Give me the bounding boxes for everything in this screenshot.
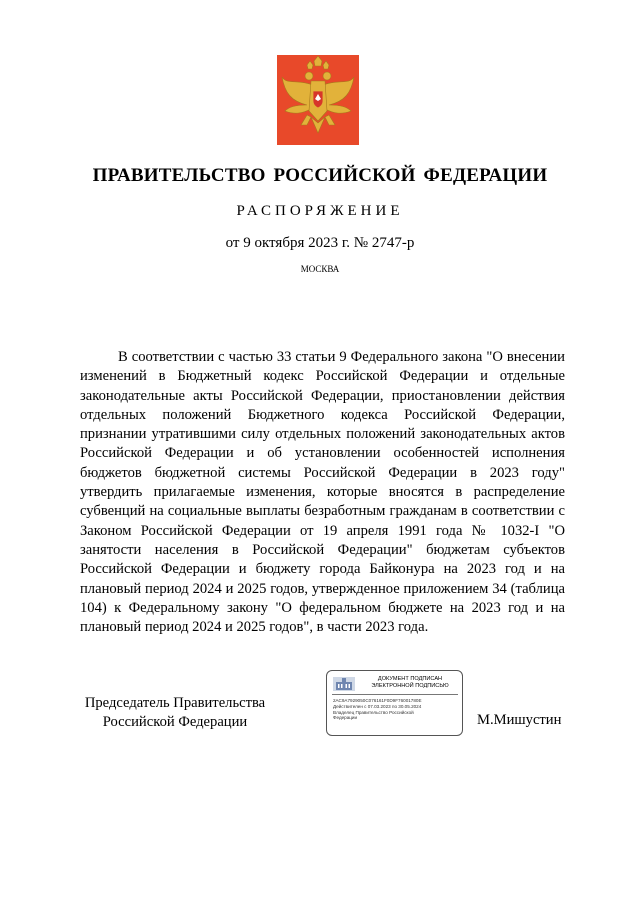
organization-title: ПРАВИТЕЛЬСТВО РОССИЙСКОЙ ФЕДЕРАЦИИ bbox=[92, 165, 548, 186]
stamp-divider bbox=[332, 694, 458, 695]
electronic-signature-stamp bbox=[326, 670, 463, 736]
document-type: РАСПОРЯЖЕНИЕ bbox=[236, 203, 404, 219]
government-building-icon bbox=[333, 677, 355, 691]
stamp-validity: Действителен с 07.03.2023 по 30.05.2024 bbox=[333, 703, 422, 709]
stamp-owner-line2: Федерации bbox=[333, 715, 358, 721]
stamp-certificate: 2АС9А7929050С076161F0D9F76001780Е bbox=[333, 698, 422, 703]
signatory-name: М.Мишустин bbox=[477, 712, 562, 728]
signatory-position bbox=[80, 694, 270, 732]
stamp-details bbox=[333, 698, 461, 721]
document-city: МОСКВА bbox=[300, 264, 340, 274]
signatory-position-line2: Российской Федерации bbox=[102, 714, 248, 730]
stamp-title: ДОКУМЕНТ ПОДПИСАН ЭЛЕКТРОННОЙ ПОДПИСЬЮ bbox=[371, 676, 449, 689]
signatory-position-line1: Председатель Правительства bbox=[84, 695, 266, 711]
russian-coat-of-arms-icon bbox=[277, 55, 359, 145]
stamp-owner-line1: Владелец Правительство Российской bbox=[333, 709, 414, 715]
order-body-paragraph: В соответствии с частью 33 статьи 9 Федерального закона "О внесении изменений в Бюджетный кодекс Российской Федерации и отдельные законодательные акты Российской Федерации, приостановлении действия отдельных положений Бюджетного кодекса Российской Федерации, признании утратившими силу отдельных положений законодательных актов Российской Федерации и об установлении особенностей исполнения бюджетов бюджетной системы Российской Федерации в 2023 году" утвердить прилагаемые изменения, которые вносятся в распределение субвенций на социальные выплаты безработным гражданам в соответствии с Законом Российской Федерации от 19 апреля 1991 года № 1032-I "О занятости населения в Российской Федерации" бюджетам субъектов Российской Федерации и бюджету города Байконура на 2023 год и на плановый период 2024 и 2025 годов, утвержденное приложением 34 (таблица 104) к Федеральному закону "О федеральном бюджете на 2023 год и на плановый период 2024 и 2025 годов", в части 2023 года. bbox=[80, 349, 565, 636]
document-date-number: от 9 октября 2023 г. № 2747-р bbox=[225, 235, 415, 251]
